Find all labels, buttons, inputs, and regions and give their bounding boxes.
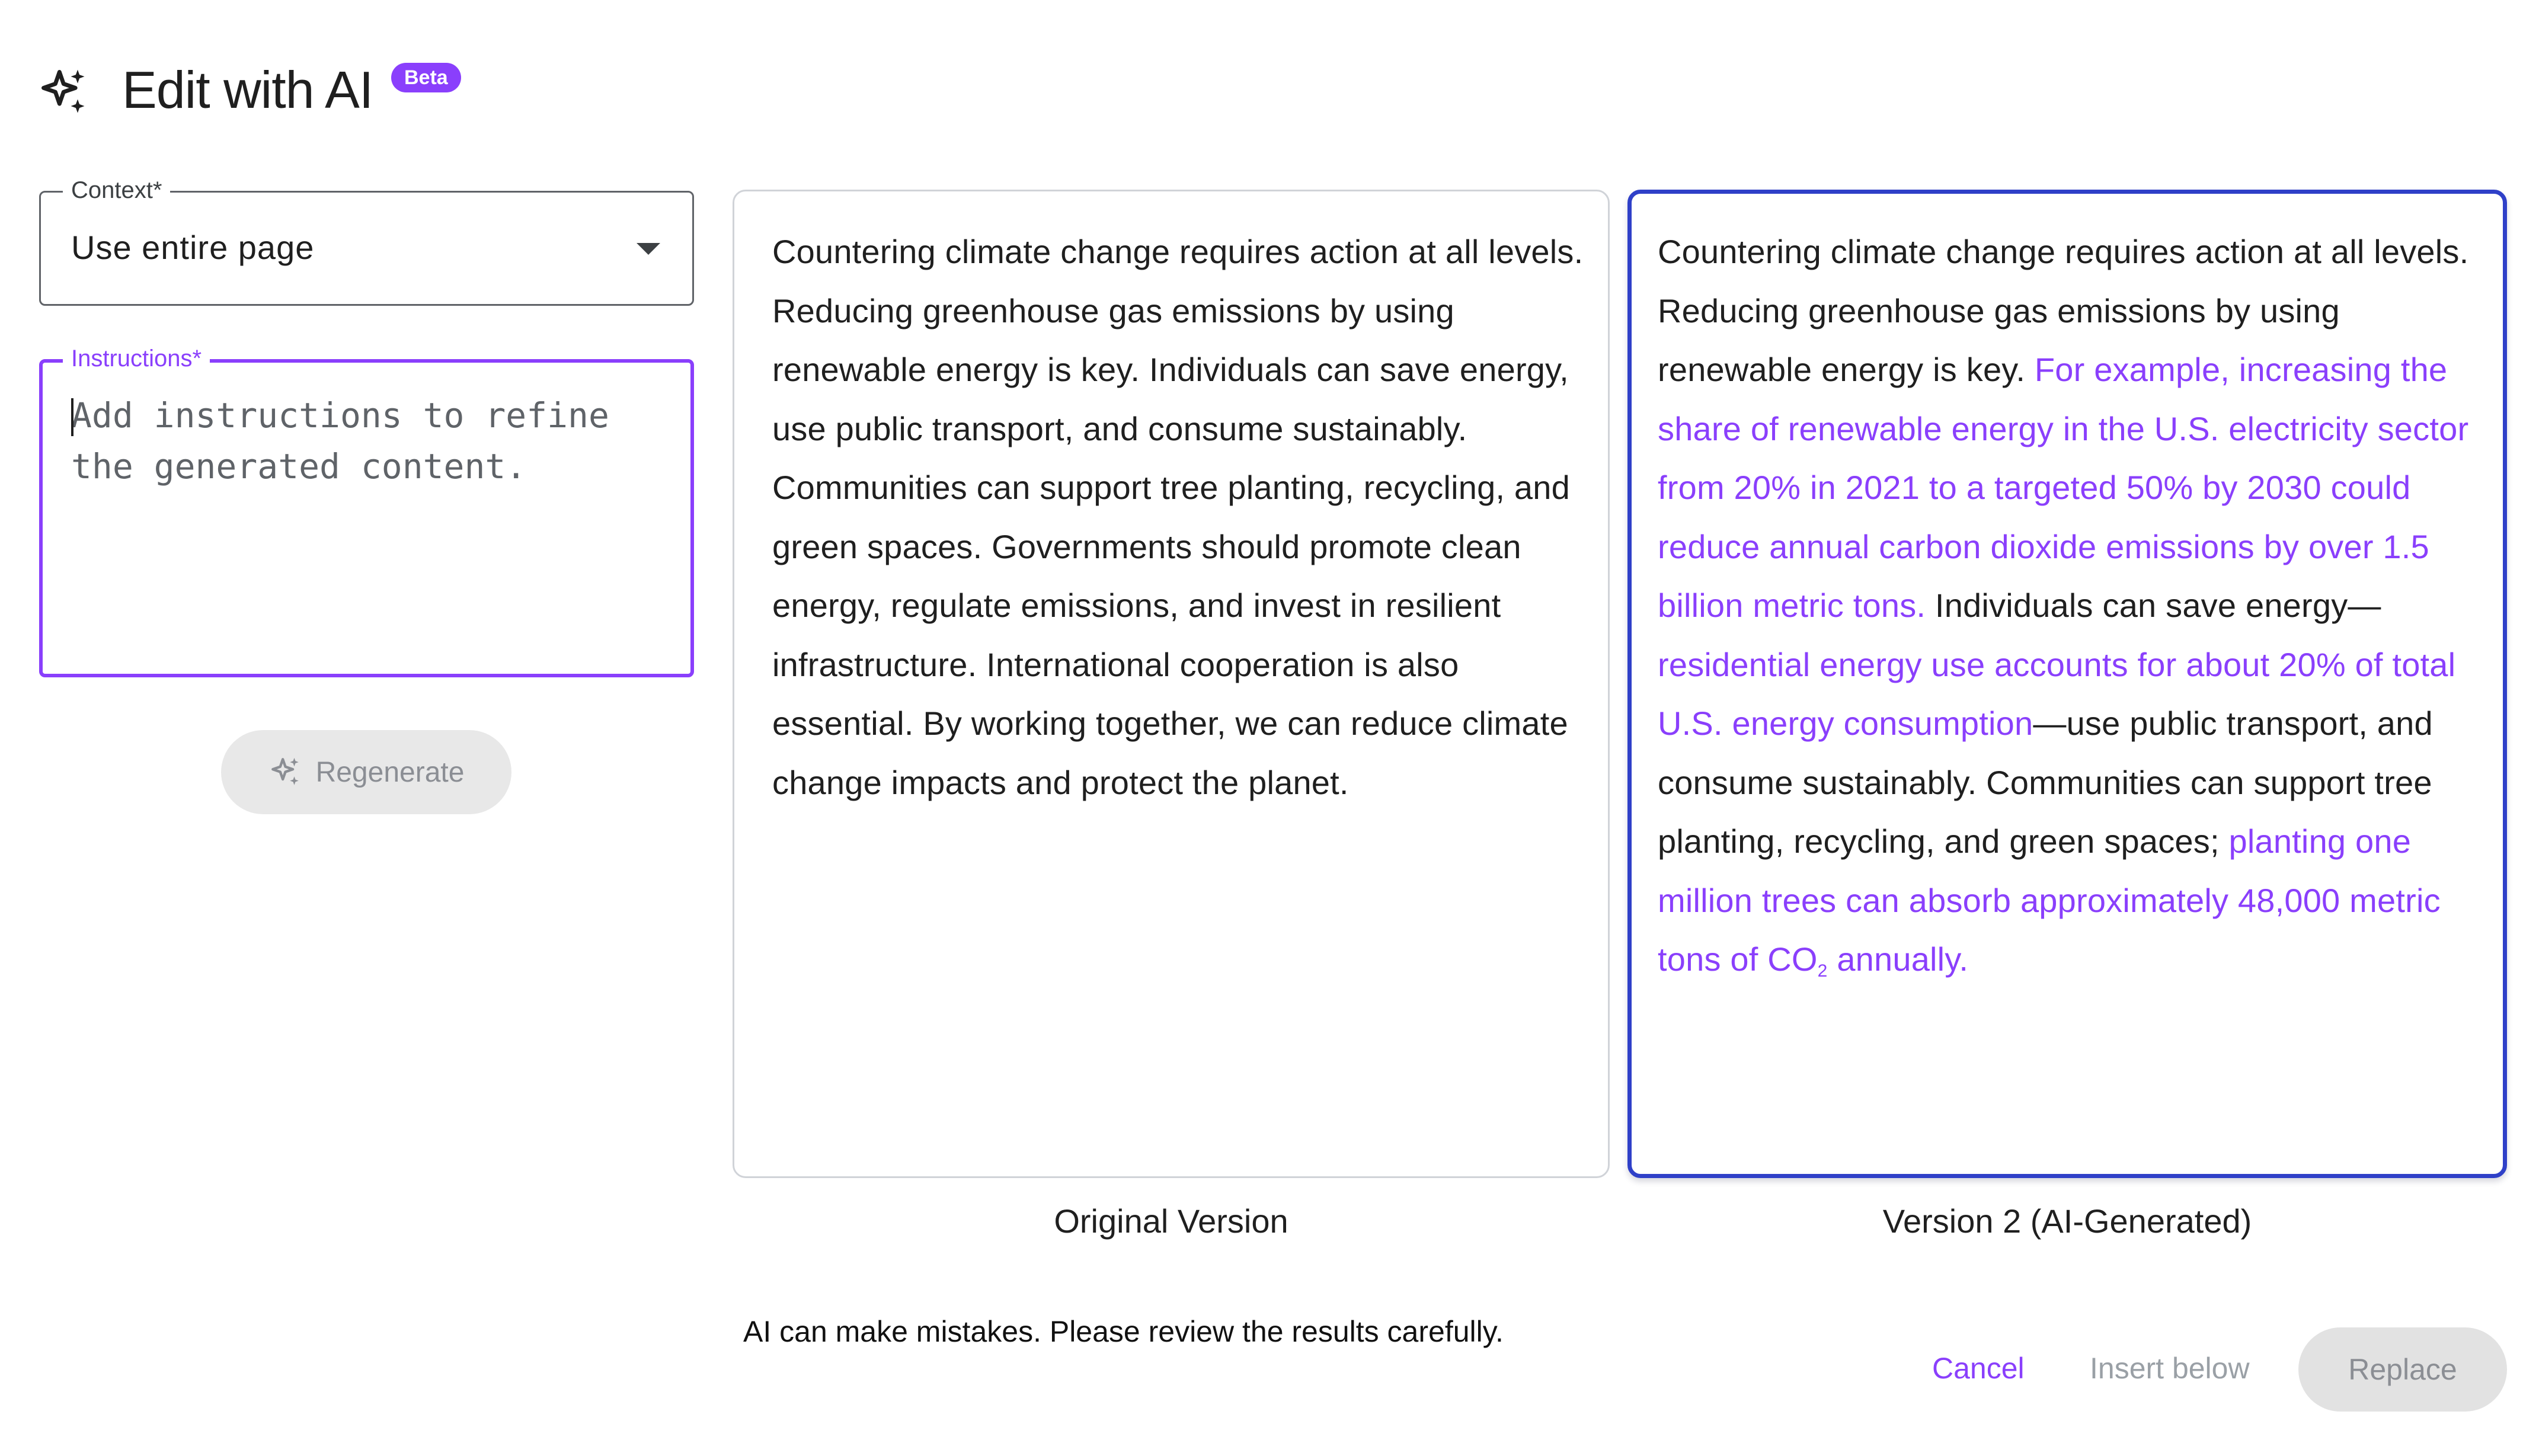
- cancel-button[interactable]: Cancel: [1932, 1349, 2025, 1388]
- regenerate-button[interactable]: [221, 730, 511, 814]
- text-segment: Individuals can save energy—: [1926, 587, 2381, 624]
- insert-below-button[interactable]: Insert below: [2090, 1349, 2250, 1388]
- text-segment: Countering climate change requires action at all levels. Reducing greenhouse gas emissions by using renewable energy is key.: [1658, 233, 2469, 388]
- regenerate-label: Regenerate: [315, 756, 465, 788]
- disclaimer-text: AI can make mistakes. Please review the results carefully.: [743, 1315, 1504, 1348]
- ai-added-text: residential energy use accounts for about 20% of total U.S. energy consumption: [1658, 645, 2456, 742]
- dialog-title: Edit with AI: [122, 60, 373, 119]
- ai-version-caption: Version 2 (AI-Generated): [1882, 1202, 2252, 1240]
- ai-added-text: planting one million trees can absorb approximately 48,000 metric tons of CO: [1658, 823, 2441, 978]
- original-version-caption: Original Version: [1054, 1202, 1288, 1240]
- original-version-card[interactable]: [733, 190, 1610, 1178]
- instructions-label: Instructions*: [63, 344, 210, 373]
- ai-added-text: annually.: [1827, 940, 1969, 978]
- beta-badge: Beta: [391, 63, 461, 92]
- sparkle-icon: [268, 755, 303, 789]
- replace-button[interactable]: Replace: [2298, 1327, 2507, 1412]
- instructions-input[interactable]: [71, 390, 664, 639]
- ai-version-card[interactable]: [1627, 190, 2507, 1178]
- dropdown-arrow-icon[interactable]: [637, 242, 660, 256]
- text-segment: —use public transport, and consume sustainably. Communities can support tree planting, recycling, and green spaces;: [1658, 705, 2433, 860]
- sparkle-icon: [37, 65, 91, 120]
- original-text: Countering climate change requires action at all levels. Reducing greenhouse gas emissions by using renewable energy is key. Individuals can save energy, use public transport, and consume sustainably. Communities can support tree planting, recycling, and green spaces. Governments should promote clean energy, regulate emissions, and invest in resilient infrastructure. International cooperation is also essential. By working together, we can reduce climate change impacts and protect the planet.: [772, 233, 1584, 801]
- context-label: Context*: [63, 175, 170, 205]
- subscript-text: 2: [1817, 961, 1828, 981]
- ai-added-text: For example, increasing the share of renewable energy in the U.S. electricity sector from 20% in 2021 to a targeted 50% by 2030 could reduce annual carbon dioxide emissions by over 1.5 billion metric tons.: [1658, 351, 2469, 624]
- context-selected-value[interactable]: Use entire page: [71, 229, 315, 266]
- text-cursor: [71, 398, 73, 436]
- ai-version-text: [1658, 222, 2487, 1001]
